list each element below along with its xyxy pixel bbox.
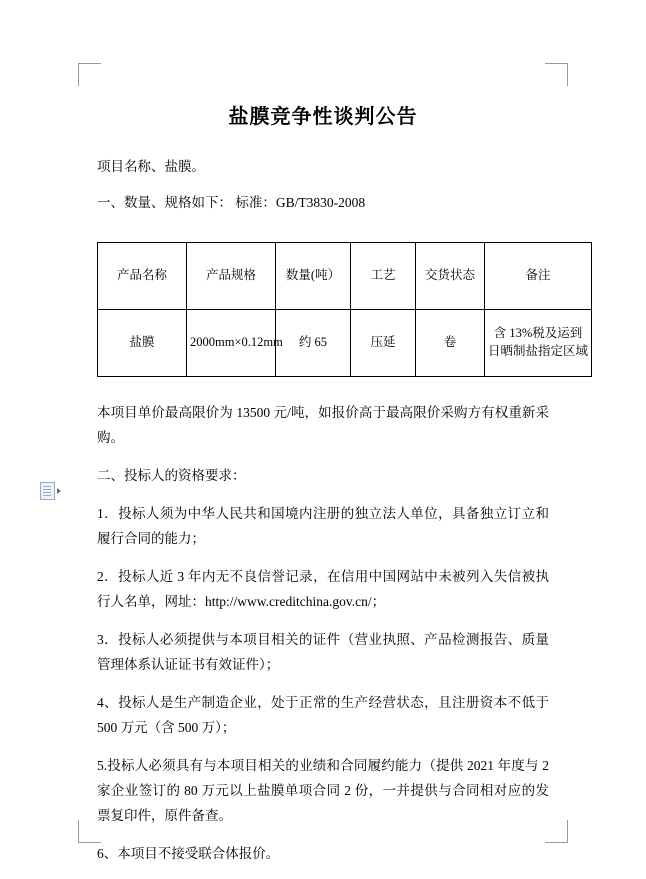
table-cell: 压延 (351, 309, 416, 376)
table-header-cell: 备注 (485, 242, 592, 309)
intro-line-2: 一、数量、规格如下： 标准：GB/T3830-2008 (97, 194, 366, 210)
paragraph-requirement-3: 3．投标人必须提供与本项目相关的证件（营业执照、产品检测报告、质量管理体系认证证书有效证件）； (97, 631, 549, 672)
chevron-down-icon (57, 488, 61, 494)
table-row (98, 309, 592, 376)
page-title: 盐膜竞争性谈判公告 (228, 106, 418, 128)
table-cell: 盐膜 (98, 309, 187, 376)
clipboard-sheet-icon (40, 482, 55, 500)
table-header-cell: 交货状态 (416, 242, 485, 309)
paragraph-requirement-2: 2．投标人近 3 年内无不良信誉记录，在信用中国网站中未被列入失信被执行人名单，网址：http://www.creditchina.gov.cn/； (97, 568, 549, 609)
table-header-cell: 数量(吨） (276, 242, 351, 309)
paragraph-section-two-heading: 二、投标人的资格要求： (97, 467, 246, 483)
table-header-row (98, 242, 592, 309)
table-header-cell: 产品规格 (187, 242, 276, 309)
crop-mark-top-right (545, 63, 568, 86)
paste-options-icon[interactable] (40, 482, 66, 500)
paragraph-requirement-1: 1．投标人须为中华人民共和国境内注册的独立法人单位，具备独立订立和履行合同的能力； (97, 505, 549, 546)
paragraph-requirement-5: 5.投标人必须具有与本项目相关的业绩和合同履约能力（提供 2021 年度与 2 家企业签订的 80 万元以上盐膜单项合同 2 份，一并提供与合同相对应的发票复印件，原件备查。 (97, 757, 549, 823)
table-cell: 含 13%税及运到日晒制盐指定区域 (485, 309, 592, 376)
crop-mark-top-left (78, 63, 101, 86)
paragraph-requirement-6: 6、本项目不接受联合体报价。 (97, 845, 280, 861)
paragraph-requirement-4: 4、投标人是生产制造企业，处于正常的生产经营状态，且注册资本不低于 500 万元（含 500 万）； (97, 694, 549, 735)
table-cell: 约 65 (276, 309, 351, 376)
intro-line-1: 项目名称、盐膜。 (97, 159, 205, 174)
specification-table (97, 242, 592, 377)
table-cell: 2000mm×0.12mm (187, 309, 276, 376)
table-header-cell: 工艺 (351, 242, 416, 309)
paragraph-price-cap: 本项目单价最高限价为 13500 元/吨，如报价高于最高限价采购方有权重新采购。 (97, 404, 549, 445)
table-cell: 卷 (416, 309, 485, 376)
document-content (97, 100, 589, 879)
table-header-cell: 产品名称 (98, 242, 187, 309)
body-paragraphs (97, 401, 549, 867)
